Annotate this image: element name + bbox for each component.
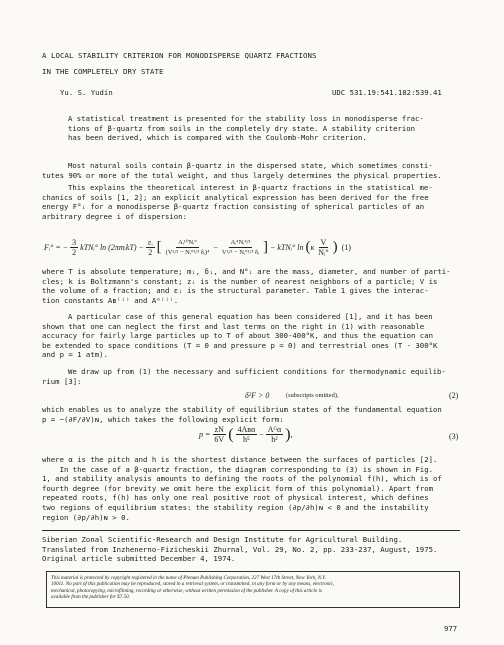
eq3-a-den: h⁵ xyxy=(242,435,250,444)
copyright-line: mechanical, photocopying, microfilming, recording or otherwise, without written permission of the publisher. A copy of this article is xyxy=(51,587,322,594)
copyright-box xyxy=(46,571,460,608)
eq1-number: (1) xyxy=(341,243,351,252)
eq3-factor-den: 6V xyxy=(214,435,225,444)
equation-3: p = $\frac{zN}{6V}$ ( $\frac{\text{4Aʙα}}{\text{h⁵}}$ − $\frac{\text{Aᴳα}}{\text{h²}}$ ) , xyxy=(199,425,293,444)
abstract-line: has been derived, which is compared with the Coulomb-Mohr criterion. xyxy=(68,133,367,143)
copyright-line: This material is protected by copyright registered in the name of Plenum Publishing Corporation, 227 West 17th Street, New York, N.Y. xyxy=(51,575,327,581)
paragraph-intro xyxy=(42,161,442,222)
text-line: repeated roots, f(h) has only one real positive root of physical interest, which defines xyxy=(42,493,429,503)
text-line: p = −(∂F/∂V)ɴ, which takes the following explicit form: xyxy=(42,414,284,424)
text-line: A particular case of this general equation has been considered [1], and it has been xyxy=(68,312,433,321)
text-line: region (∂p/∂h)ɴ > 0. xyxy=(42,512,130,522)
text-line: accuracy for fairly large particles up to T of about 300-400°K, and thus the equation can xyxy=(42,331,433,341)
equation-2: δ²F > 0 xyxy=(245,391,270,400)
text-line: energy F°ᵢ for a monodisperse β-quartz fraction consisting of spherical particles of an xyxy=(42,202,425,212)
copyright-notice xyxy=(51,575,334,601)
text-line: We draw up from (1) the necessary and sufficient conditions for thermodynamic equilib- xyxy=(68,367,446,376)
abstract xyxy=(68,114,424,143)
text-line: 1, and stability analysis amounts to defining the roots of the polynomial f(h), which is of xyxy=(42,474,442,484)
eq1-coef2-num: εᵢ xyxy=(147,238,153,247)
eq1-bracket2-den: V¹/³ − Nᵢ°¹/³ δᵢ xyxy=(221,249,260,256)
copyright-line: 10011. No part of this publication may be reproduced, stored in a retrieval system, or transmitted, in any form or by any means, electronic, xyxy=(51,581,335,588)
text-line: In the case of a β-quartz fraction, the diagram corresponding to (3) is shown in Fig. xyxy=(42,464,433,474)
text-line: tutes 90% or more of the total weight, and thus largely determines the physical properties. xyxy=(42,170,442,180)
footnote-line: Siberian Zonal Scientific-Research and Design Institute for Agricultural Building. xyxy=(42,535,403,544)
text-line: cles; k is Boltzmann's constant; zᵢ is the number of nearest neighbors of a particle; V is xyxy=(42,276,438,286)
footnote-line: Original article submitted December 4, 1974. xyxy=(42,554,236,564)
eq1-ratio-num: V xyxy=(320,238,327,247)
text-line: the volume of a fraction; and εᵢ is the structural parameter. Table 1 gives the interac- xyxy=(42,286,429,296)
paragraph-definitions xyxy=(42,267,451,305)
eq3-lhs: p = xyxy=(199,430,211,439)
eq3-a-num: 4Aʙα xyxy=(237,425,256,434)
text-line: fourth degree (for brevity we omit here the explicit form of this polynomial). Apart from xyxy=(42,483,433,493)
equation-1: Fᵢ° = − $\frac{3}{2}$ kTNᵢ° ln (2πmᵢkT) − $\frac{\text{εᵢ}}{2}$ [ $\frac{\text{Aᵢ¹⁰Nᵢ°}}{\text{(V¹/³ − Nᵢ°¹/³ δᵢ)⁴}}$ − $\frac{\text{Aᵢ⁴Nᵢ⁴/³}}{\text{V¹/³ − Nᵢ°¹/³ δᵢ}}$ ] − kTNᵢ° ln ( κ $\frac{V}{\text{Nᵢ°}}$ ) (1) xyxy=(44,238,351,257)
text-line: shown that one can neglect the first and last terms on the right in (1) with reasonable xyxy=(42,321,425,331)
eq1-ratio-den: Nᵢ° xyxy=(318,248,329,257)
equation-2-note: (subscripts omitted), xyxy=(286,392,339,399)
text-line: rium [3]: xyxy=(42,376,82,386)
eq1-kappa: κ xyxy=(310,243,315,252)
abstract-line: tions of β-quartz from soils in the completely dry state. A stability criterion xyxy=(68,123,416,133)
text-line: This explains the theoretical interest in β-quartz fractions in the statistical me- xyxy=(68,183,433,193)
text-line: two regions of equilibrium states: the stability region (∂p/∂h)ɴ < 0 and the instability xyxy=(42,502,429,512)
text-line: where α is the pitch and h is the shortest distance between the surfaces of particles [2]. xyxy=(42,455,438,464)
eq1-lhs: Fᵢ° = − xyxy=(44,243,69,252)
footnote-line: Translated from Inzhenerno-Fizicheskii Zhurnal, Vol. 29, No. 2, pp. 233-237, August, 1975. xyxy=(42,544,438,554)
title-line-1: A LOCAL STABILITY CRITERION FOR MONODISPERSE QUARTZ FRACTIONS xyxy=(42,51,317,60)
eq3-b-num: Aᴳα xyxy=(267,425,282,434)
title-line-2: IN THE COMPLETELY DRY STATE xyxy=(42,67,164,76)
eq1-coef1-num: 3 xyxy=(72,238,77,247)
text-line: be extended to space conditions (T = 0 and pressure p = 0) and terrestrial ones (T - 300°K xyxy=(42,340,438,350)
text-line: chanics of soils [1, 2]; an explicit analytical expression has been derived for the free xyxy=(42,192,429,202)
equation-3-number: (3) xyxy=(449,432,459,441)
text-line: where T is absolute temperature; mᵢ, δᵢ, and N°ᵢ are the mass, diameter, and number of parti- xyxy=(42,267,451,276)
text-line: arbitrary degree i of dispersion: xyxy=(42,211,187,221)
eq1-bracket2-num: Aᵢ⁴Nᵢ⁴/³ xyxy=(230,239,251,246)
abstract-line: A statistical treatment is presented for the stability loss in monodisperse frac- xyxy=(68,114,424,123)
paragraph-explicit-form xyxy=(42,405,442,424)
eq1-bracket1-den: (V¹/³ − Nᵢ°¹/³ δᵢ)⁴ xyxy=(165,249,210,256)
text-line: Most natural soils contain β-quartz in the dispersed state, which sometimes consti- xyxy=(68,161,433,170)
page-number: 977 xyxy=(444,624,458,633)
author: Yu. S. Yudin xyxy=(60,88,113,97)
eq3-factor-num: zN xyxy=(214,425,224,434)
eq1-term2: − kTNᵢ° ln xyxy=(270,243,304,252)
text-line: which enables us to analyze the stability of equilibrium states of the fundamental equation xyxy=(42,405,442,414)
eq1-term1: kTNᵢ° ln (2πmᵢkT) − xyxy=(80,243,144,252)
equation-2-number: (2) xyxy=(449,391,459,400)
footnote xyxy=(42,535,437,564)
copyright-line: available from the publisher for $7.50. xyxy=(51,594,130,601)
paragraph-conditions xyxy=(42,367,446,386)
text-line: tion constants Aʙ⁽ⁱ⁾ and Aᴳ⁽ⁱ⁾. xyxy=(42,295,179,305)
eq3-b-den: h² xyxy=(271,435,278,444)
footnote-rule xyxy=(42,530,460,531)
eq1-coef1-den: 2 xyxy=(72,248,77,257)
udc-code: UDC 531.19:541.182:539.41 xyxy=(332,88,442,97)
text-line: and p = 1 atm). xyxy=(42,350,108,360)
paragraph-particular-case xyxy=(42,312,437,360)
eq1-bracket1-num: Aᵢ¹⁰Nᵢ° xyxy=(178,239,197,246)
paragraph-stability-analysis xyxy=(42,455,442,522)
eq1-coef2-den: 2 xyxy=(148,248,153,257)
